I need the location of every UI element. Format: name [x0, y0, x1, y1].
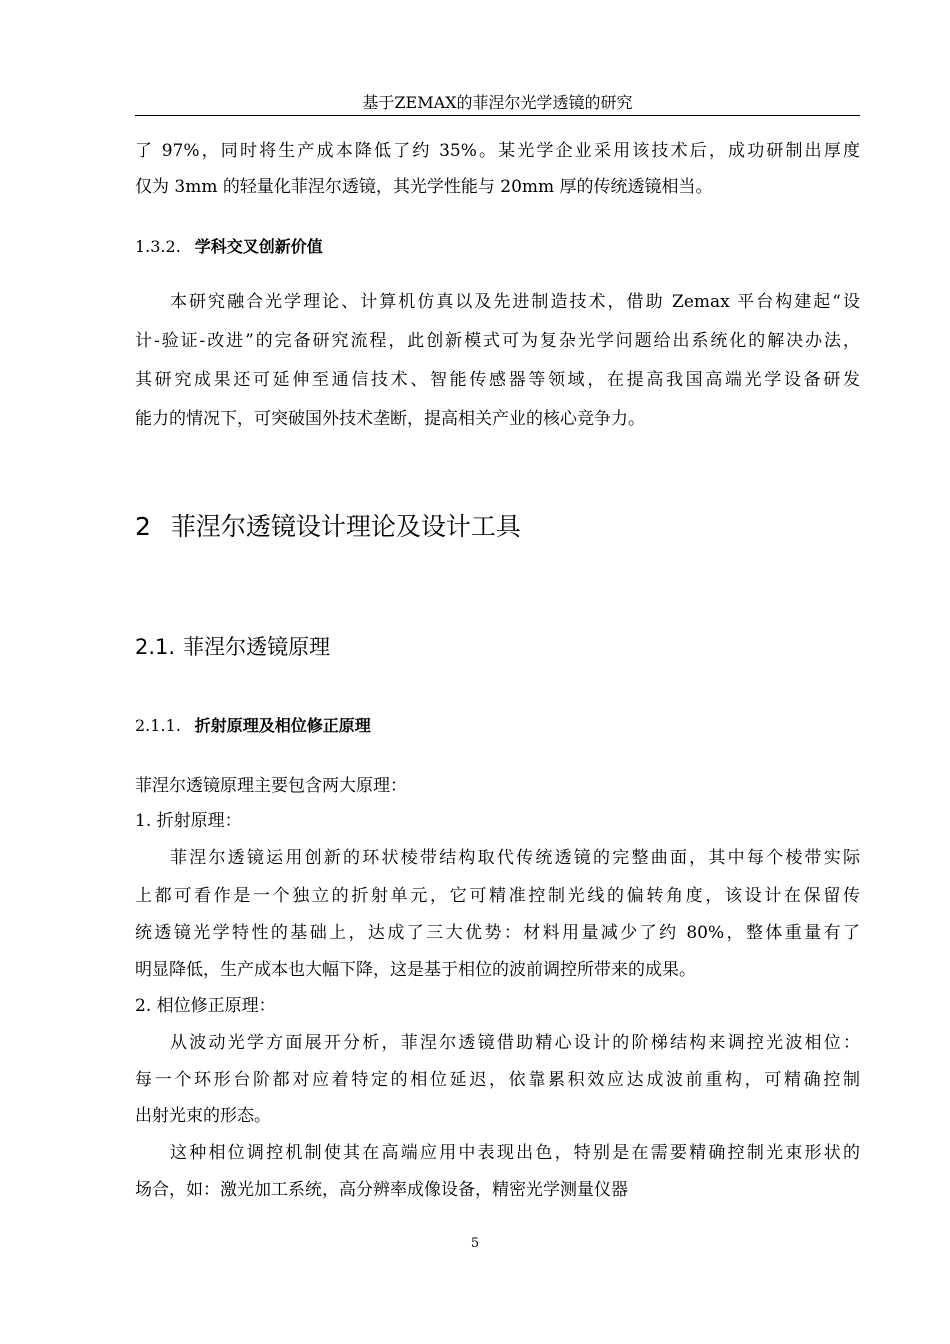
paragraph-line: 了 97%，同时将生产成本降低了约 35%。某光学企业采用该技术后，成功研制出厚度 — [135, 141, 860, 161]
paragraph-line: 能力的情况下，可突破国外技术垄断，提高相关产业的核心竞争力。 — [135, 409, 645, 429]
section-title: 学科交叉创新价值 — [194, 237, 323, 256]
paragraph-line: 每一个环形台阶都对应着特定的相位延迟，依靠累积效应达成波前重构，可精确控制 — [135, 1070, 860, 1090]
chapter-title: 菲涅尔透镜设计理论及设计工具 — [170, 512, 521, 541]
chapter-heading — [135, 510, 521, 544]
paragraph-line: 上都可看作是一个独立的折射单元，它可精准控制光线的偏转角度，该设计在保留传 — [135, 886, 860, 906]
paragraph-line: 统透镜光学特性的基础上，达成了三大优势：材料用量减少了约 80%，整体重量有了 — [135, 923, 860, 943]
chapter-number: 2 — [135, 512, 151, 541]
paragraph-line: 从波动光学方面展开分析，菲涅尔透镜借助精心设计的阶梯结构来调控光波相位： — [170, 1033, 860, 1053]
section-title: 折射原理及相位修正原理 — [194, 716, 371, 735]
paragraph-line: 明显降低，生产成本也大幅下降，这是基于相位的波前调控所带来的成果。 — [135, 960, 696, 980]
section-heading-1-3-2 — [135, 235, 323, 260]
section-heading-2-1 — [135, 633, 330, 661]
intro-line: 菲涅尔透镜原理主要包含两大原理： — [135, 776, 407, 796]
section-title: 菲涅尔透镜原理 — [183, 635, 331, 659]
section-heading-2-1-1 — [135, 714, 371, 739]
list-item-label: 2. 相位修正原理： — [135, 996, 276, 1016]
section-number: 1.3.2. — [135, 237, 181, 256]
paragraph-line: 菲涅尔透镜运用创新的环状棱带结构取代传统透镜的完整曲面，其中每个棱带实际 — [170, 848, 860, 868]
list-item-label: 1. 折射原理： — [135, 811, 242, 831]
paragraph-line: 计-验证-改进”的完备研究流程，此创新模式可为复杂光学问题给出系统化的解决办法， — [135, 331, 860, 351]
paragraph-line: 本研究融合光学理论、计算机仿真以及先进制造技术，借助 Zemax 平台构建起“设 — [170, 292, 860, 312]
paragraph-line: 这种相位调控机制使其在高端应用中表现出色，特别是在需要精确控制光束形状的 — [170, 1143, 860, 1163]
paragraph-line: 其研究成果还可延伸至通信技术、智能传感器等领域，在提高我国高端光学设备研发 — [135, 370, 860, 390]
paragraph-line: 场合，如：激光加工系统，高分辨率成像设备，精密光学测量仪器 — [135, 1180, 628, 1200]
paragraph-line: 仅为 3mm 的轻量化菲涅尔透镜，其光学性能与 20mm 厚的传统透镜相当。 — [135, 177, 713, 197]
page-number: 5 — [470, 1236, 480, 1251]
running-header: 基于ZEMAX的菲涅尔光学透镜的研究 — [362, 93, 633, 112]
section-number: 2.1.1. — [135, 716, 181, 735]
header-rule — [135, 115, 860, 116]
paragraph-line: 出射光束的形态。 — [135, 1106, 271, 1126]
section-number: 2.1. — [135, 635, 176, 659]
